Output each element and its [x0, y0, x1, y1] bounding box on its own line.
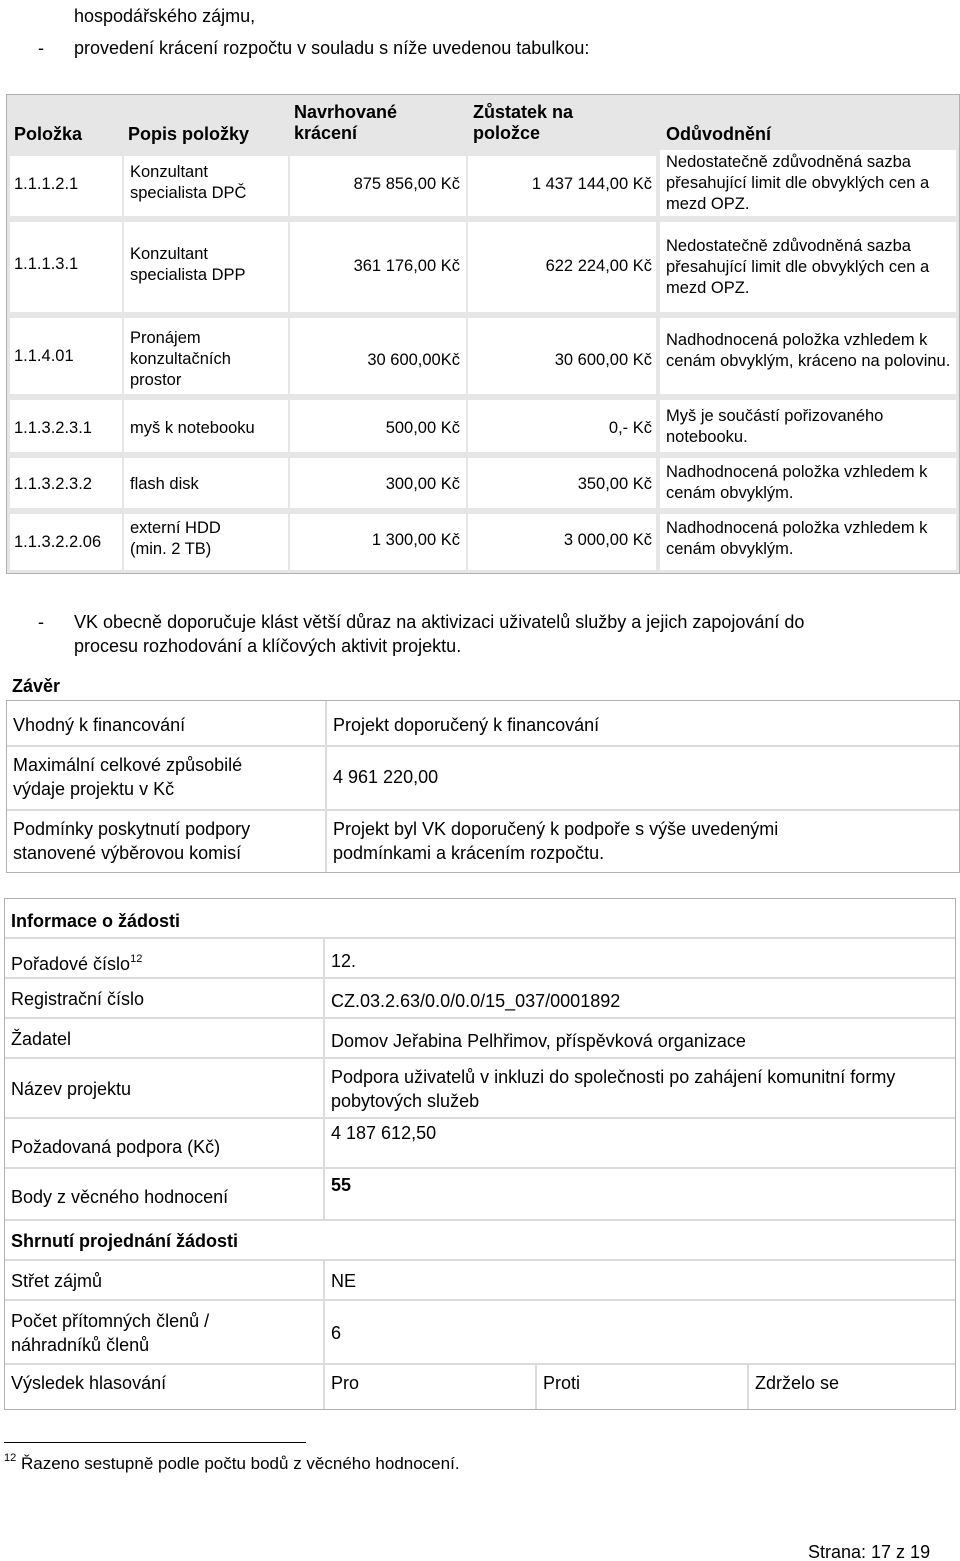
header-popis: Popis položky	[128, 124, 250, 144]
row1-reason: Nedostatečně zdůvodněná sazba přesahující limit dle obvyklých cen a mezd OPZ.	[660, 150, 956, 216]
row6-rest: 3 000,00 Kč	[468, 514, 656, 570]
zaver-label-podminky: Podmínky poskytnutí podpory stanovené výběrovou komisí	[7, 811, 325, 872]
zaver-label-vhodny: Vhodný k financování	[7, 701, 325, 745]
recommendation-text-1: VK obecně doporučuje klást větší důraz na aktivizaci uživatelů služby a jejich zapojování do	[74, 612, 805, 632]
row3-code: 1.1.4.01	[10, 318, 122, 394]
row1-rest: 1 437 144,00 Kč	[468, 156, 656, 216]
row4-desc: myš k notebooku	[124, 400, 288, 452]
row6-reason: Nadhodnocená položka vzhledem k cenám obvyklým.	[660, 514, 956, 570]
header-polozka: Položka	[14, 124, 83, 144]
row4-rest: 0,- Kč	[468, 400, 656, 452]
header-oduvodneni: Odůvodnění	[666, 124, 771, 144]
zaver-value-maximalni: 4 961 220,00	[327, 747, 959, 809]
vysledek-label: Výsledek hlasování	[5, 1365, 323, 1409]
footnote-number: 12	[4, 1452, 17, 1464]
row2-reason: Nedostatečně zdůvodněná sazba přesahující limit dle obvyklých cen a mezd OPZ.	[660, 222, 956, 312]
footnote-text: Řazeno sestupně podle počtu bodů z věcného hodnocení.	[20, 1454, 460, 1473]
poradove-label-text: Pořadové číslo	[11, 954, 131, 974]
row4-cut: 500,00 Kč	[290, 400, 466, 452]
footnote	[4, 1452, 460, 1474]
vysledek-proti: Proti	[537, 1365, 747, 1409]
row5-desc: flash disk	[124, 458, 288, 508]
row3-cut: 30 600,00Kč	[290, 318, 466, 394]
row4-reason: Myš je součástí pořizovaného notebooku.	[660, 400, 956, 452]
vysledek-pro: Pro	[325, 1365, 535, 1409]
zadatel-value: Domov Jeřabina Pelhřimov, příspěvková organizace	[325, 1019, 955, 1057]
row2-desc: Konzultant specialista DPP	[124, 222, 288, 312]
intro-line-1: hospodářského zájmu,	[74, 6, 256, 26]
row3-desc: Pronájem konzultačních prostor	[124, 318, 288, 394]
pocet-label: Počet přítomných členů / náhradníků členů	[5, 1301, 323, 1363]
poradove-label	[5, 939, 323, 977]
row2-rest: 622 224,00 Kč	[468, 222, 656, 312]
zaver-title: Závěr	[12, 676, 61, 696]
shrnuti-title: Shrnutí projednání žádosti	[5, 1221, 955, 1259]
body-value: 55	[325, 1169, 955, 1219]
stret-label: Střet zájmů	[5, 1261, 323, 1299]
row5-cut: 300,00 Kč	[290, 458, 466, 508]
zaver-value-vhodny: Projekt doporučený k financování	[327, 701, 959, 745]
recommendation-line-1	[38, 612, 804, 633]
row2-code: 1.1.1.3.1	[10, 222, 122, 312]
row6-code: 1.1.3.2.2.06	[10, 514, 122, 570]
bullet-dash-2: -	[38, 612, 44, 632]
row3-reason: Nadhodnocená položka vzhledem k cenám obvyklým, kráceno na polovinu.	[660, 318, 956, 394]
footnote-ref: 12	[130, 953, 143, 965]
stret-value: NE	[325, 1261, 955, 1299]
header-navrhovane: Navrhované krácení	[294, 102, 398, 143]
row5-rest: 350,00 Kč	[468, 458, 656, 508]
zaver-table	[6, 700, 960, 873]
row3-rest: 30 600,00 Kč	[468, 318, 656, 394]
podpora-value: 4 187 612,50	[325, 1119, 955, 1167]
info-title: Informace o žádosti	[5, 899, 955, 937]
intro-line-2	[38, 38, 589, 59]
budget-table-content	[6, 94, 960, 574]
podpora-label: Požadovaná podpora (Kč)	[5, 1119, 323, 1167]
row1-cut: 875 856,00 Kč	[290, 156, 466, 216]
pocet-value: 6	[325, 1301, 955, 1363]
row6-desc: externí HDD (min. 2 TB)	[124, 514, 288, 570]
row1-code: 1.1.1.2.1	[10, 156, 122, 216]
zaver-label-maximalni: Maximální celkové způsobilé výdaje projektu v Kč	[7, 747, 325, 809]
row5-code: 1.1.3.2.3.2	[10, 458, 122, 508]
header-zustatek: Zůstatek na položce	[473, 102, 574, 143]
recommendation-line-2: procesu rozhodování a klíčových aktivit projektu.	[74, 636, 462, 656]
row6-cut: 1 300,00 Kč	[290, 514, 466, 570]
row5-reason: Nadhodnocená položka vzhledem k cenám obvyklým.	[660, 458, 956, 508]
info-table	[4, 898, 956, 1410]
zadatel-label: Žadatel	[5, 1019, 323, 1057]
vysledek-zdrzelo: Zdrželo se	[749, 1365, 955, 1409]
nazev-value: Podpora uživatelů v inkluzi do společnosti po zahájení komunitní formy pobytových služeb	[325, 1059, 955, 1117]
zaver-value-podminky: Projekt byl VK doporučený k podpoře s výše uvedenými podmínkami a krácením rozpočtu.	[327, 811, 959, 872]
row4-code: 1.1.3.2.3.1	[10, 400, 122, 452]
nazev-label: Název projektu	[5, 1059, 323, 1117]
registracni-value: CZ.03.2.63/0.0/0.0/15_037/0001892	[325, 979, 955, 1017]
row1-desc: Konzultant specialista DPČ	[124, 156, 288, 216]
poradove-value: 12.	[325, 939, 955, 977]
row2-cut: 361 176,00 Kč	[290, 222, 466, 312]
footnote-separator	[4, 1442, 306, 1443]
page-number: Strana: 17 z 19	[808, 1542, 931, 1561]
body-label: Body z věcného hodnocení	[5, 1169, 323, 1219]
registracni-label: Registrační číslo	[5, 979, 323, 1017]
intro-line-2-text: provedení krácení rozpočtu v souladu s níže uvedenou tabulkou:	[74, 38, 590, 58]
bullet-dash: -	[38, 38, 44, 58]
